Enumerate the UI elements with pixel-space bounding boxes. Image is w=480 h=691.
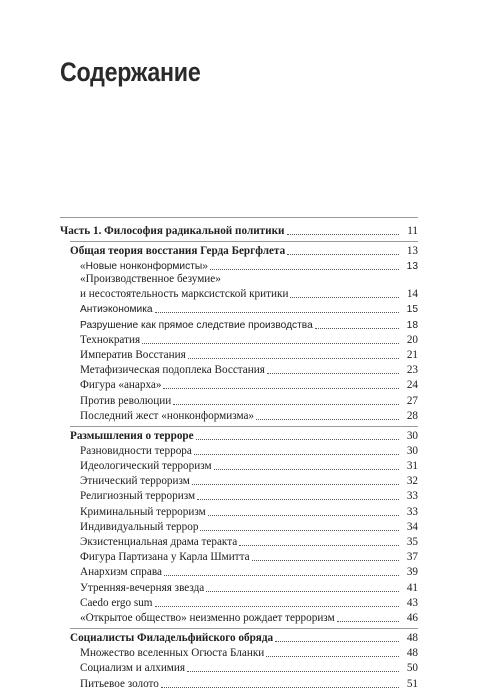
toc-entry-text: Индивидуальный террор bbox=[80, 520, 199, 533]
dot-leader bbox=[337, 620, 399, 622]
toc-entry-text: Социалисты Филадельфийского обряда bbox=[70, 631, 274, 644]
toc-entry-page: 46 bbox=[401, 612, 418, 625]
toc-entry-text: Caedo ergo sum bbox=[80, 596, 153, 609]
dot-leader bbox=[267, 372, 399, 374]
dot-leader bbox=[206, 590, 399, 592]
toc-section bbox=[70, 628, 418, 691]
dot-leader bbox=[196, 438, 399, 440]
dot-leader bbox=[252, 559, 399, 561]
toc-entry-text: Разрушение как прямое следствие производства bbox=[80, 319, 313, 331]
page-title: Содержание bbox=[60, 57, 201, 87]
toc-entry-text: «Новые нонконформисты» bbox=[80, 261, 208, 273]
toc-subentry[interactable] bbox=[80, 503, 418, 518]
dot-leader bbox=[155, 605, 399, 607]
toc-entry-page: 41 bbox=[401, 582, 418, 595]
dot-leader bbox=[275, 640, 399, 642]
toc-subentry[interactable] bbox=[80, 645, 418, 660]
toc-subentry[interactable] bbox=[80, 316, 418, 331]
toc-entry-text: Против революции bbox=[80, 394, 172, 407]
toc-subentry[interactable] bbox=[80, 332, 418, 347]
toc-entry-page: 24 bbox=[401, 379, 418, 392]
toc-part-entry[interactable] bbox=[60, 221, 418, 238]
dot-leader bbox=[239, 544, 399, 546]
table-of-contents bbox=[60, 217, 418, 691]
toc-section-entry[interactable] bbox=[70, 630, 418, 645]
toc-section bbox=[70, 241, 418, 423]
toc-entry-page: 23 bbox=[401, 364, 418, 377]
toc-entry-text: Технократия bbox=[80, 333, 141, 346]
toc-entry-page: 50 bbox=[401, 662, 418, 675]
dot-leader bbox=[315, 327, 399, 329]
toc-subentry[interactable] bbox=[80, 473, 418, 488]
toc-subentry[interactable] bbox=[80, 347, 418, 362]
toc-subentry[interactable] bbox=[80, 488, 418, 503]
toc-subentry[interactable] bbox=[80, 408, 418, 423]
dot-leader bbox=[197, 498, 399, 500]
toc-entry-page: 20 bbox=[401, 334, 418, 347]
toc-entry-page: 48 bbox=[401, 632, 418, 645]
dot-leader bbox=[164, 574, 399, 576]
toc-subentry[interactable] bbox=[80, 564, 418, 579]
toc-subentry[interactable] bbox=[80, 273, 418, 301]
toc-entry-text: Питьевое золото bbox=[80, 677, 159, 690]
toc-entry-page: 27 bbox=[401, 395, 418, 408]
dot-leader bbox=[161, 686, 399, 688]
toc-entry-page: 33 bbox=[401, 490, 418, 503]
toc-entry-text: «Открытое общество» неизменно рождает терроризм bbox=[80, 611, 335, 624]
toc-entry-text: Криминальный терроризм bbox=[80, 505, 206, 518]
toc-entry-page: 14 bbox=[401, 288, 418, 301]
toc-subentry[interactable] bbox=[80, 458, 418, 473]
toc-subentry[interactable] bbox=[80, 301, 418, 316]
toc-entry-page: 30 bbox=[401, 430, 418, 443]
toc-entry-text: Часть 1. Философия радикальной политики bbox=[60, 225, 285, 237]
dot-leader bbox=[200, 529, 399, 531]
toc-entry-text: Общая теория восстания Герда Бергфлета bbox=[70, 245, 286, 257]
toc-entry-page: 33 bbox=[401, 506, 418, 519]
toc-entry-page: 51 bbox=[401, 678, 418, 691]
dot-leader bbox=[290, 296, 399, 298]
toc-entry-page: 34 bbox=[401, 521, 418, 534]
toc-entry-page: 37 bbox=[401, 551, 418, 564]
toc-entry-page: 11 bbox=[401, 225, 418, 238]
toc-entry-page: 15 bbox=[401, 303, 418, 316]
toc-entry-page: 13 bbox=[401, 260, 418, 273]
toc-entry-text: Этнический терроризм bbox=[80, 475, 190, 488]
toc-entry-text: Фигура Партизана у Карла Шмитта bbox=[80, 551, 250, 564]
toc-subentry[interactable] bbox=[80, 377, 418, 392]
dot-leader bbox=[210, 268, 399, 270]
toc-entry-text: Фигура «анарха» bbox=[80, 379, 162, 392]
dot-leader bbox=[155, 311, 399, 313]
dot-leader bbox=[208, 514, 399, 516]
toc-entry-text: Религиозный терроризм bbox=[80, 490, 196, 503]
dot-leader bbox=[173, 403, 399, 405]
toc-entry-page: 39 bbox=[401, 566, 418, 579]
toc-entry-page: 35 bbox=[401, 536, 418, 549]
toc-entry-text: Метафизическая подоплека Восстания bbox=[80, 364, 265, 377]
toc-section-entry[interactable] bbox=[70, 428, 418, 443]
toc-subentry[interactable] bbox=[80, 675, 418, 690]
toc-subentry[interactable] bbox=[80, 534, 418, 549]
toc-entry-text: Утренняя-вечерняя звезда bbox=[80, 581, 205, 594]
toc-entry-page: 21 bbox=[401, 349, 418, 362]
toc-entry-page: 18 bbox=[401, 319, 418, 332]
toc-entry-text: Анархизм справа bbox=[80, 566, 162, 579]
dot-leader bbox=[287, 233, 400, 235]
toc-entry-text-continued: и несостоятельность марксистской критики bbox=[80, 288, 289, 301]
dot-leader bbox=[187, 670, 399, 672]
toc-entry-page: 48 bbox=[401, 647, 418, 660]
toc-entry-page: 13 bbox=[401, 245, 418, 258]
dot-leader bbox=[256, 418, 399, 420]
toc-entry-page: 28 bbox=[401, 410, 418, 423]
toc-entry-text: Социализм и алхимия bbox=[80, 662, 186, 675]
toc-entry-page: 30 bbox=[401, 445, 418, 458]
toc-entry-text: «Производственное безумие» bbox=[80, 273, 221, 286]
toc-entry-page: 31 bbox=[401, 460, 418, 473]
toc-subentry[interactable] bbox=[80, 549, 418, 564]
toc-entry-text: Идеологический терроризм bbox=[80, 460, 212, 473]
toc-entry-text: Императив Восстания bbox=[80, 348, 186, 361]
toc-entry-text: Экзистенциальная драма теракта bbox=[80, 536, 238, 548]
dot-leader bbox=[266, 655, 399, 657]
toc-subentry[interactable] bbox=[80, 595, 418, 610]
toc-subentry[interactable] bbox=[80, 258, 418, 273]
toc-section-entry[interactable] bbox=[70, 243, 418, 258]
dot-leader bbox=[194, 453, 399, 455]
toc-entry-text: Антиэкономика bbox=[80, 304, 153, 316]
toc-entry-page: 32 bbox=[401, 475, 418, 488]
toc-entry-text: Последний жест «нонконформизма» bbox=[80, 409, 255, 422]
dot-leader bbox=[142, 342, 399, 344]
toc-subentry[interactable] bbox=[80, 660, 418, 675]
toc-entry-page: 43 bbox=[401, 597, 418, 610]
dot-leader bbox=[188, 357, 399, 359]
dot-leader bbox=[287, 253, 399, 255]
toc-subentry[interactable] bbox=[80, 362, 418, 377]
dot-leader bbox=[192, 483, 399, 485]
toc-entry-text: Множество вселенных Огюста Бланки bbox=[80, 647, 265, 660]
toc-subentry[interactable] bbox=[80, 610, 418, 625]
toc-section bbox=[70, 426, 418, 625]
dot-leader bbox=[214, 468, 399, 470]
dot-leader bbox=[163, 387, 399, 389]
toc-subentry[interactable] bbox=[80, 519, 418, 534]
toc-subentry[interactable] bbox=[80, 443, 418, 458]
toc-entry-text: Размышления о терроре bbox=[70, 429, 194, 442]
toc-entry-text: Разновидности террора bbox=[80, 444, 192, 457]
toc-subentry[interactable] bbox=[80, 579, 418, 594]
toc-subentry[interactable] bbox=[80, 392, 418, 407]
